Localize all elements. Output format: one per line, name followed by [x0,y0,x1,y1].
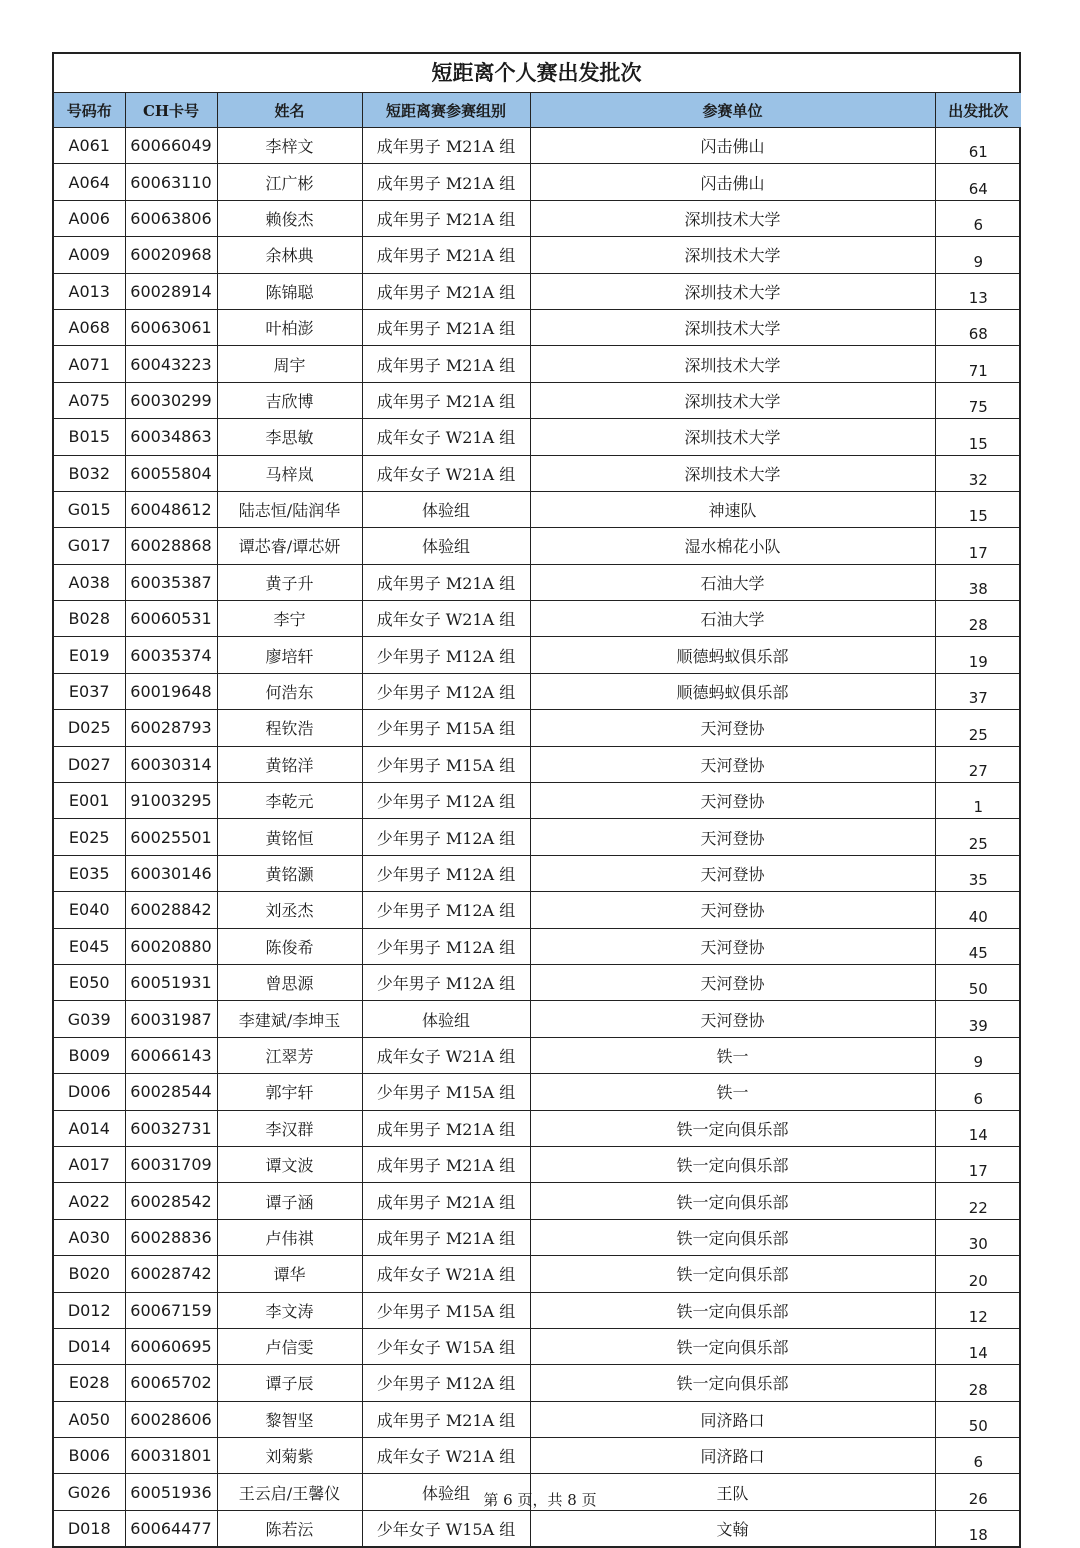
bib-cell: A068 [54,309,125,345]
table-row [54,1037,1021,1073]
bib-cell: A030 [54,1219,125,1255]
footer-total-pages: 8 [567,1491,577,1509]
bib-cell: A075 [54,382,125,418]
ch-card-cell: 60060531 [125,601,217,637]
bib-cell: A050 [54,1401,125,1437]
name-cell: 程钦浩 [217,710,362,746]
bib-cell: A017 [54,1146,125,1182]
unit-cell: 石油大学 [530,564,935,600]
batch-cell: 18 [935,1510,1021,1546]
header-bib: 号码布 [54,93,125,128]
header-unit: 参赛单位 [530,93,935,128]
batch-cell: 27 [935,746,1021,782]
batch-cell: 19 [935,637,1021,673]
table-row [54,855,1021,891]
unit-cell: 铁一定向俱乐部 [530,1328,935,1364]
unit-cell: 同济路口 [530,1401,935,1437]
table-row [54,601,1021,637]
bib-cell: E001 [54,783,125,819]
ch-card-cell: 60051931 [125,964,217,1000]
group-cell: 体验组 [362,1474,530,1510]
bib-cell: E040 [54,892,125,928]
name-cell: 陈若沄 [217,1510,362,1546]
name-cell: 陈俊希 [217,928,362,964]
bib-cell: A071 [54,346,125,382]
group-cell: 少年男子 M12A 组 [362,964,530,1000]
ch-card-cell: 60028842 [125,892,217,928]
bib-cell: D027 [54,746,125,782]
name-cell: 谭文波 [217,1146,362,1182]
name-cell: 卢信雯 [217,1328,362,1364]
group-cell: 少年男子 M12A 组 [362,637,530,673]
table-row [54,964,1021,1000]
unit-cell: 同济路口 [530,1438,935,1474]
ch-card-cell: 60034863 [125,419,217,455]
name-cell: 江翠芳 [217,1037,362,1073]
unit-cell: 石油大学 [530,601,935,637]
name-cell: 陆志恒/陆润华 [217,491,362,527]
batch-cell: 32 [935,455,1021,491]
header-name: 姓名 [217,93,362,128]
table-row [54,200,1021,236]
unit-cell: 天河登协 [530,746,935,782]
bib-cell: A022 [54,1183,125,1219]
table-row [54,1183,1021,1219]
batch-cell: 50 [935,1401,1021,1437]
name-cell: 王云启/王馨仪 [217,1474,362,1510]
table-row [54,928,1021,964]
batch-cell: 25 [935,819,1021,855]
unit-cell: 铁一定向俱乐部 [530,1256,935,1292]
unit-cell: 铁一定向俱乐部 [530,1219,935,1255]
unit-cell: 深圳技术大学 [530,419,935,455]
table-row [54,491,1021,527]
group-cell: 成年女子 W21A 组 [362,419,530,455]
header-batch: 出发批次 [935,93,1021,128]
bib-cell: B006 [54,1438,125,1474]
batch-cell: 14 [935,1110,1021,1146]
name-cell: 赖俊杰 [217,200,362,236]
unit-cell: 铁一定向俱乐部 [530,1146,935,1182]
unit-cell: 天河登协 [530,892,935,928]
unit-cell: 铁一定向俱乐部 [530,1365,935,1401]
name-cell: 黄铭洋 [217,746,362,782]
ch-card-cell: 60066049 [125,128,217,164]
table-row [54,637,1021,673]
bib-cell: B032 [54,455,125,491]
group-cell: 成年男子 M21A 组 [362,237,530,273]
ch-card-cell: 60028868 [125,528,217,564]
batch-cell: 39 [935,1001,1021,1037]
table-row [54,309,1021,345]
unit-cell: 深圳技术大学 [530,200,935,236]
bib-cell: A009 [54,237,125,273]
bib-cell: A061 [54,128,125,164]
group-cell: 少年男子 M15A 组 [362,746,530,782]
ch-card-cell: 60051936 [125,1474,217,1510]
group-cell: 成年女子 W21A 组 [362,455,530,491]
name-cell: 吉欣博 [217,382,362,418]
header-ch-card: CH卡号 [125,93,217,128]
table-row [54,1256,1021,1292]
name-cell: 谭子辰 [217,1365,362,1401]
bib-cell: E045 [54,928,125,964]
name-cell: 谭芯睿/谭芯妍 [217,528,362,564]
table-row [54,1146,1021,1182]
unit-cell: 湿水棉花小队 [530,528,935,564]
unit-cell: 天河登协 [530,783,935,819]
unit-cell: 深圳技术大学 [530,237,935,273]
batch-cell: 6 [935,1074,1021,1110]
bib-cell: D006 [54,1074,125,1110]
batch-cell: 61 [935,128,1021,164]
ch-card-cell: 60028742 [125,1256,217,1292]
batch-cell: 71 [935,346,1021,382]
bib-cell: D018 [54,1510,125,1546]
group-cell: 成年男子 M21A 组 [362,273,530,309]
unit-cell: 顺德蚂蚁俱乐部 [530,673,935,709]
ch-card-cell: 60028542 [125,1183,217,1219]
name-cell: 刘菊紫 [217,1438,362,1474]
ch-card-cell: 60028606 [125,1401,217,1437]
ch-card-cell: 60032731 [125,1110,217,1146]
batch-cell: 6 [935,1438,1021,1474]
name-cell: 李汉群 [217,1110,362,1146]
batch-cell: 26 [935,1474,1021,1510]
ch-card-cell: 60031801 [125,1438,217,1474]
batch-cell: 50 [935,964,1021,1000]
batch-cell: 14 [935,1328,1021,1364]
start-batch-table [54,93,1021,1546]
table-row [54,1438,1021,1474]
ch-card-cell: 60065702 [125,1365,217,1401]
ch-card-cell: 60063061 [125,309,217,345]
group-cell: 体验组 [362,528,530,564]
bib-cell: A064 [54,164,125,200]
unit-cell: 天河登协 [530,855,935,891]
ch-card-cell: 60031709 [125,1146,217,1182]
bib-cell: D014 [54,1328,125,1364]
unit-cell: 神速队 [530,491,935,527]
ch-card-cell: 60067159 [125,1292,217,1328]
table-row [54,746,1021,782]
unit-cell: 深圳技术大学 [530,346,935,382]
bib-cell: B009 [54,1037,125,1073]
ch-card-cell: 60035387 [125,564,217,600]
batch-cell: 75 [935,382,1021,418]
table-row [54,382,1021,418]
group-cell: 成年男子 M21A 组 [362,164,530,200]
batch-cell: 1 [935,783,1021,819]
name-cell: 李梓文 [217,128,362,164]
table-row [54,892,1021,928]
table-row [54,1510,1021,1546]
bib-cell: E035 [54,855,125,891]
name-cell: 曾思源 [217,964,362,1000]
start-batch-sheet [52,52,1021,1548]
table-row [54,1328,1021,1364]
table-row [54,1401,1021,1437]
ch-card-cell: 60063806 [125,200,217,236]
table-row [54,346,1021,382]
group-cell: 成年女子 W21A 组 [362,1438,530,1474]
bib-cell: G026 [54,1474,125,1510]
bib-cell: G039 [54,1001,125,1037]
table-row [54,564,1021,600]
group-cell: 少年男子 M12A 组 [362,892,530,928]
bib-cell: E028 [54,1365,125,1401]
table-header-row [54,93,1021,128]
group-cell: 成年女子 W21A 组 [362,1256,530,1292]
name-cell: 余林典 [217,237,362,273]
group-cell: 体验组 [362,1001,530,1037]
name-cell: 周宇 [217,346,362,382]
bib-cell: G015 [54,491,125,527]
group-cell: 少年男子 M12A 组 [362,783,530,819]
sheet-title: 短距离个人赛出发批次 [54,54,1019,93]
batch-cell: 28 [935,1365,1021,1401]
table-row [54,1110,1021,1146]
unit-cell: 天河登协 [530,710,935,746]
group-cell: 少年男子 M12A 组 [362,819,530,855]
bib-cell: E019 [54,637,125,673]
group-cell: 少年男子 M12A 组 [362,928,530,964]
name-cell: 刘丞杰 [217,892,362,928]
unit-cell: 深圳技术大学 [530,382,935,418]
name-cell: 李建斌/李坤玉 [217,1001,362,1037]
batch-cell: 17 [935,528,1021,564]
footer-page-number: 6 [503,1491,513,1509]
group-cell: 少年男子 M15A 组 [362,1292,530,1328]
table-row [54,1074,1021,1110]
batch-cell: 9 [935,1037,1021,1073]
name-cell: 李乾元 [217,783,362,819]
table-row [54,528,1021,564]
batch-cell: 68 [935,309,1021,345]
group-cell: 少年男子 M12A 组 [362,855,530,891]
batch-cell: 15 [935,491,1021,527]
bib-cell: B020 [54,1256,125,1292]
table-row [54,237,1021,273]
ch-card-cell: 60028914 [125,273,217,309]
unit-cell: 闪击佛山 [530,128,935,164]
ch-card-cell: 60028544 [125,1074,217,1110]
group-cell: 成年男子 M21A 组 [362,1401,530,1437]
batch-cell: 64 [935,164,1021,200]
unit-cell: 顺德蚂蚁俱乐部 [530,637,935,673]
batch-cell: 25 [935,710,1021,746]
ch-card-cell: 60025501 [125,819,217,855]
bib-cell: A006 [54,200,125,236]
ch-card-cell: 60063110 [125,164,217,200]
ch-card-cell: 60048612 [125,491,217,527]
batch-cell: 22 [935,1183,1021,1219]
table-row [54,419,1021,455]
name-cell: 叶柏澎 [217,309,362,345]
ch-card-cell: 60066143 [125,1037,217,1073]
name-cell: 李思敏 [217,419,362,455]
batch-cell: 6 [935,200,1021,236]
unit-cell: 天河登协 [530,819,935,855]
name-cell: 黎智坚 [217,1401,362,1437]
unit-cell: 深圳技术大学 [530,309,935,345]
group-cell: 成年女子 W21A 组 [362,601,530,637]
header-group: 短距离赛参赛组别 [362,93,530,128]
name-cell: 谭华 [217,1256,362,1292]
name-cell: 谭子涵 [217,1183,362,1219]
unit-cell: 铁一定向俱乐部 [530,1183,935,1219]
unit-cell: 铁一 [530,1074,935,1110]
bib-cell: E025 [54,819,125,855]
footer-prefix: 第 [483,1491,499,1509]
bib-cell: A038 [54,564,125,600]
group-cell: 少年男子 M12A 组 [362,1365,530,1401]
bib-cell: A014 [54,1110,125,1146]
bib-cell: B028 [54,601,125,637]
group-cell: 体验组 [362,491,530,527]
unit-cell: 铁一定向俱乐部 [530,1292,935,1328]
group-cell: 少年男子 M12A 组 [362,673,530,709]
ch-card-cell: 60030314 [125,746,217,782]
unit-cell: 天河登协 [530,928,935,964]
name-cell: 廖培轩 [217,637,362,673]
batch-cell: 35 [935,855,1021,891]
table-row [54,128,1021,164]
table-row [54,1292,1021,1328]
ch-card-cell: 60043223 [125,346,217,382]
ch-card-cell: 60019648 [125,673,217,709]
group-cell: 少年女子 W15A 组 [362,1510,530,1546]
table-row [54,273,1021,309]
name-cell: 黄子升 [217,564,362,600]
ch-card-cell: 60030146 [125,855,217,891]
ch-card-cell: 60031987 [125,1001,217,1037]
batch-cell: 38 [935,564,1021,600]
unit-cell: 王队 [530,1474,935,1510]
group-cell: 成年男子 M21A 组 [362,1183,530,1219]
bib-cell: G017 [54,528,125,564]
group-cell: 成年男子 M21A 组 [362,128,530,164]
group-cell: 成年女子 W21A 组 [362,1037,530,1073]
name-cell: 马梓岚 [217,455,362,491]
table-row [54,1365,1021,1401]
ch-card-cell: 60020968 [125,237,217,273]
ch-card-cell: 60055804 [125,455,217,491]
page-footer [0,1489,1080,1510]
unit-cell: 铁一定向俱乐部 [530,1110,935,1146]
footer-middle: 页，共 [517,1491,563,1509]
table-body [54,128,1021,1547]
group-cell: 成年男子 M21A 组 [362,1110,530,1146]
group-cell: 少年女子 W15A 组 [362,1328,530,1364]
table-row [54,455,1021,491]
group-cell: 成年男子 M21A 组 [362,382,530,418]
table-row [54,164,1021,200]
unit-cell: 深圳技术大学 [530,273,935,309]
bib-cell: E050 [54,964,125,1000]
batch-cell: 9 [935,237,1021,273]
unit-cell: 铁一 [530,1037,935,1073]
batch-cell: 15 [935,419,1021,455]
ch-card-cell: 60060695 [125,1328,217,1364]
group-cell: 成年男子 M21A 组 [362,200,530,236]
bib-cell: B015 [54,419,125,455]
ch-card-cell: 60028793 [125,710,217,746]
table-row [54,783,1021,819]
table-row [54,819,1021,855]
unit-cell: 闪击佛山 [530,164,935,200]
table-row [54,1001,1021,1037]
ch-card-cell: 60020880 [125,928,217,964]
name-cell: 何浩东 [217,673,362,709]
unit-cell: 天河登协 [530,1001,935,1037]
ch-card-cell: 60035374 [125,637,217,673]
group-cell: 少年男子 M15A 组 [362,710,530,746]
unit-cell: 深圳技术大学 [530,455,935,491]
name-cell: 李文涛 [217,1292,362,1328]
name-cell: 黄铭恒 [217,819,362,855]
ch-card-cell: 60030299 [125,382,217,418]
table-row [54,1219,1021,1255]
batch-cell: 40 [935,892,1021,928]
batch-cell: 12 [935,1292,1021,1328]
ch-card-cell: 60028836 [125,1219,217,1255]
batch-cell: 20 [935,1256,1021,1292]
footer-suffix: 页 [581,1491,597,1509]
batch-cell: 45 [935,928,1021,964]
name-cell: 郭宇轩 [217,1074,362,1110]
bib-cell: E037 [54,673,125,709]
batch-cell: 13 [935,273,1021,309]
ch-card-cell: 91003295 [125,783,217,819]
name-cell: 卢伟祺 [217,1219,362,1255]
table-row [54,673,1021,709]
group-cell: 成年男子 M21A 组 [362,309,530,345]
batch-cell: 28 [935,601,1021,637]
unit-cell: 天河登协 [530,964,935,1000]
name-cell: 黄铭灏 [217,855,362,891]
group-cell: 成年男子 M21A 组 [362,1146,530,1182]
group-cell: 成年男子 M21A 组 [362,346,530,382]
bib-cell: A013 [54,273,125,309]
batch-cell: 17 [935,1146,1021,1182]
unit-cell: 文翰 [530,1510,935,1546]
name-cell: 陈锦聪 [217,273,362,309]
bib-cell: D012 [54,1292,125,1328]
batch-cell: 30 [935,1219,1021,1255]
group-cell: 少年男子 M15A 组 [362,1074,530,1110]
ch-card-cell: 60064477 [125,1510,217,1546]
table-row [54,710,1021,746]
bib-cell: D025 [54,710,125,746]
name-cell: 江广彬 [217,164,362,200]
group-cell: 成年男子 M21A 组 [362,1219,530,1255]
batch-cell: 37 [935,673,1021,709]
group-cell: 成年男子 M21A 组 [362,564,530,600]
name-cell: 李宁 [217,601,362,637]
